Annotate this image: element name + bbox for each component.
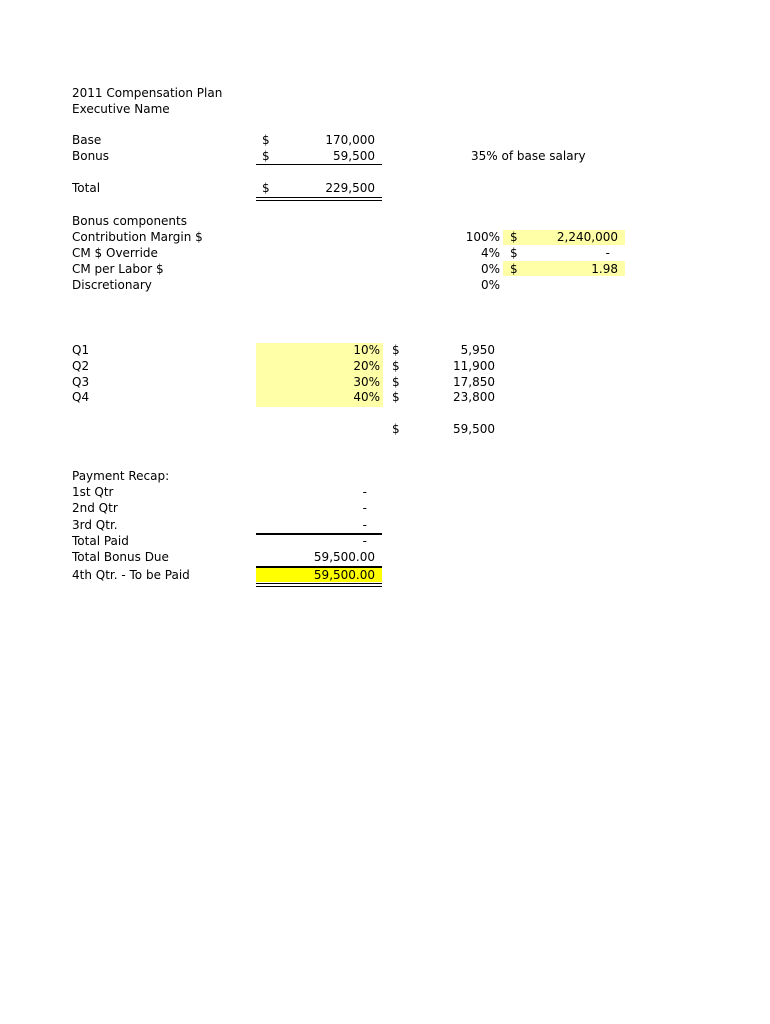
bonus-label: Bonus	[72, 149, 110, 163]
bonus-note: 35% of base salary	[471, 149, 586, 163]
total-label: Total	[72, 181, 101, 195]
quarter-label: Q3	[72, 375, 90, 389]
total-value: 229,500	[325, 181, 375, 195]
quarter-label: Q4	[72, 390, 90, 404]
component-value: -	[605, 246, 610, 260]
recap-label: Total Bonus Due	[72, 550, 169, 564]
base-value: 170,000	[325, 133, 375, 147]
component-currency: $	[510, 246, 518, 260]
component-pct: 100%	[465, 230, 500, 244]
plan-title: 2011 Compensation Plan	[72, 86, 223, 100]
component-currency: $	[510, 230, 518, 244]
component-pct: 4%	[480, 246, 500, 260]
recap-label: 4th Qtr. - To be Paid	[72, 568, 190, 582]
component-label: Contribution Margin $	[72, 230, 203, 244]
quarter-currency: $	[392, 343, 400, 357]
recap-value: 59,500.00	[313, 550, 375, 564]
quarter-total-amount: 59,500	[453, 422, 495, 436]
bonus-currency: $	[262, 149, 270, 163]
recap-label: 3rd Qtr.	[72, 518, 118, 532]
quarter-pct[interactable]: 20%	[353, 359, 380, 373]
quarter-total-currency: $	[392, 422, 400, 436]
total-double-underline-2	[256, 200, 382, 201]
quarter-label: Q2	[72, 359, 90, 373]
total-double-underline-1	[256, 197, 382, 198]
component-label: CM per Labor $	[72, 262, 164, 276]
component-pct: 0%	[480, 262, 500, 276]
quarter-currency: $	[392, 375, 400, 389]
component-pct: 0%	[480, 278, 500, 292]
components-heading: Bonus components	[72, 214, 187, 228]
quarter-currency: $	[392, 390, 400, 404]
to-be-paid-double-underline-2	[256, 586, 382, 587]
component-label: Discretionary	[72, 278, 152, 292]
recap-value: -	[362, 534, 367, 548]
subtotal-underline	[256, 164, 382, 165]
recap-label: 1st Qtr	[72, 485, 114, 499]
recap-value: -	[362, 518, 367, 532]
recap-label: 2nd Qtr	[72, 501, 118, 515]
bonus-value: 59,500	[333, 149, 375, 163]
quarter-amount: 17,850	[453, 375, 495, 389]
recap-heading: Payment Recap:	[72, 469, 170, 483]
base-label: Base	[72, 133, 102, 147]
quarter-amount: 23,800	[453, 390, 495, 404]
quarter-currency: $	[392, 359, 400, 373]
to-be-paid-value[interactable]: 59,500.00	[313, 568, 375, 582]
recap-value: -	[362, 501, 367, 515]
quarter-amount: 11,900	[453, 359, 495, 373]
quarter-amount: 5,950	[460, 343, 495, 357]
component-value[interactable]: 1.98	[591, 262, 618, 276]
executive-name: Executive Name	[72, 102, 170, 116]
total-currency: $	[262, 181, 270, 195]
component-value[interactable]: 2,240,000	[556, 230, 618, 244]
base-currency: $	[262, 133, 270, 147]
component-currency: $	[510, 262, 518, 276]
quarter-label: Q1	[72, 343, 90, 357]
quarter-pct[interactable]: 30%	[353, 375, 380, 389]
to-be-paid-double-underline-1	[256, 583, 382, 584]
recap-value: -	[362, 485, 367, 499]
recap-label: Total Paid	[72, 534, 129, 548]
component-label: CM $ Override	[72, 246, 158, 260]
quarter-pct[interactable]: 40%	[353, 390, 380, 404]
quarter-pct[interactable]: 10%	[353, 343, 380, 357]
